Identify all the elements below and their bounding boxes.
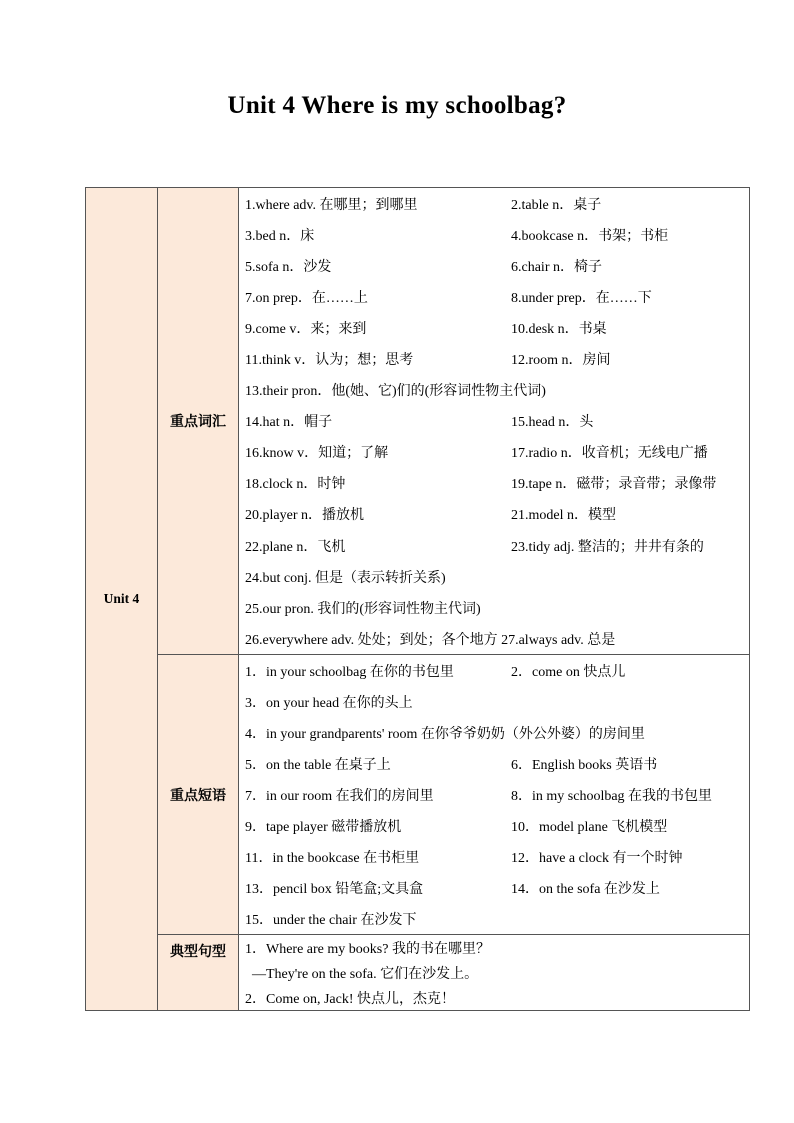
- vocab-section-row: [86, 188, 750, 655]
- vocab-entry: 5.sofa n．沙发: [245, 259, 332, 275]
- phrase-entry: 11．in the bookcase 在书柜里: [245, 850, 420, 866]
- phrase-entry: 14．on the sofa 在沙发上: [511, 881, 660, 897]
- phrase-row: [239, 686, 749, 717]
- phrase-row: [239, 748, 749, 779]
- vocab-row: [239, 219, 749, 250]
- vocab-entry: 1.where adv. 在哪里；到哪里: [245, 197, 418, 213]
- vocab-row: [239, 530, 749, 561]
- vocab-entry: 20.player n．播放机: [245, 508, 364, 524]
- page-title: Unit 4 Where is my schoolbag?: [227, 92, 567, 119]
- vocab-list: [239, 188, 749, 654]
- vocab-entry: 22.plane n．飞机: [245, 539, 346, 555]
- vocab-entry: 24.but conj. 但是（表示转折关系): [245, 570, 446, 586]
- vocab-row: [239, 592, 749, 623]
- vocab-entry: 17.radio n．收音机；无线电广播: [511, 446, 708, 462]
- vocab-row: [239, 468, 749, 499]
- vocab-entry: 2.table n．桌子: [511, 197, 602, 213]
- sentence-line: —They're on the sofa. 它们在沙发上。: [245, 966, 479, 982]
- phrases-content-cell: [239, 655, 750, 935]
- vocab-row: [239, 623, 749, 654]
- sentences-section-row: [86, 935, 750, 1011]
- unit-cell: Unit 4: [86, 188, 158, 1011]
- vocab-entry: 11.think v．认为；想；思考: [245, 353, 414, 369]
- vocab-entry: 3.bed n．床: [245, 228, 315, 244]
- vocab-row: [239, 343, 749, 374]
- vocab-row: [239, 281, 749, 312]
- vocab-row: [239, 188, 749, 219]
- phrase-row: [239, 810, 749, 841]
- vocab-category-cell: 重点词汇: [158, 188, 239, 655]
- vocab-row: [239, 250, 749, 281]
- sentence-list: [239, 935, 749, 1010]
- phrase-row: [239, 655, 749, 686]
- vocab-entry: 16.know v．知道；了解: [245, 446, 389, 462]
- vocab-entry: 6.chair n．椅子: [511, 259, 602, 275]
- phrase-entry: 3．on your head 在你的头上: [245, 695, 413, 711]
- phrase-row: [239, 841, 749, 872]
- phrase-entry: 5．on the table 在桌子上: [245, 757, 391, 773]
- vocab-entry: 26.everywhere adv. 处处；到处；各个地方 27.always adv. 总是: [245, 632, 616, 648]
- vocab-content-cell: [239, 188, 750, 655]
- vocab-entry: 14.hat n．帽子: [245, 415, 333, 431]
- sentence-line: 2．Come on, Jack! 快点儿，杰克！: [245, 991, 455, 1007]
- phrase-entry: 7．in our room 在我们的房间里: [245, 788, 434, 804]
- vocab-row: [239, 437, 749, 468]
- vocab-entry: 15.head n．头: [511, 415, 594, 431]
- vocab-entry: 7.on prep．在……上: [245, 290, 368, 306]
- vocab-entry: 9.come v．来；来到: [245, 321, 367, 337]
- vocab-row: [239, 312, 749, 343]
- sentences-content-cell: [239, 935, 750, 1011]
- sentences-category-cell: 典型句型: [158, 935, 239, 1011]
- phrase-entry: 6．English books 英语书: [511, 757, 658, 773]
- phrase-list: [239, 655, 749, 934]
- phrase-row: [239, 872, 749, 903]
- vocab-entry: 4.bookcase n．书架；书柜: [511, 228, 669, 244]
- vocab-row: [239, 499, 749, 530]
- vocab-entry: 25.our pron. 我们的(形容词性物主代词): [245, 601, 481, 617]
- vocab-entry: 12.room n．房间: [511, 353, 611, 369]
- phrase-entry: 2．come on 快点儿: [511, 664, 626, 680]
- vocab-row: [239, 561, 749, 592]
- phrase-entry: 15．under the chair 在沙发下: [245, 912, 417, 928]
- vocab-row: [239, 406, 749, 437]
- phrase-row: [239, 779, 749, 810]
- vocab-entry: 13.their pron．他(她、它)们的(形容词性物主代词): [245, 384, 546, 400]
- phrase-entry: 8．in my schoolbag 在我的书包里: [511, 788, 713, 804]
- phrase-entry: 10．model plane 飞机模型: [511, 819, 668, 835]
- phrase-row: [239, 903, 749, 934]
- phrase-entry: 1．in your schoolbag 在你的书包里: [245, 664, 454, 680]
- phrase-entry: 12．have a clock 有一个时钟: [511, 850, 683, 866]
- vocab-entry: 21.model n．模型: [511, 508, 616, 524]
- summary-table: [85, 187, 750, 1011]
- phrase-row: [239, 717, 749, 748]
- phrase-entry: 4．in your grandparents' room 在你爷爷奶奶（外公外婆）的房间里: [245, 726, 645, 742]
- vocab-entry: 8.under prep．在……下: [511, 290, 652, 306]
- vocab-entry: 18.clock n．时钟: [245, 477, 346, 493]
- phrases-section-row: [86, 655, 750, 935]
- phrases-category-cell: 重点短语: [158, 655, 239, 935]
- phrase-entry: 9．tape player 磁带播放机: [245, 819, 402, 835]
- vocab-entry: 10.desk n．书桌: [511, 321, 607, 337]
- phrase-entry: 13．pencil box 铅笔盒;文具盒: [245, 881, 424, 897]
- vocab-entry: 23.tidy adj. 整洁的；井井有条的: [511, 539, 704, 555]
- vocab-row: [239, 375, 749, 406]
- vocab-entry: 19.tape n．磁带；录音带；录像带: [511, 477, 717, 493]
- sentence-line: 1．Where are my books? 我的书在哪里？: [245, 941, 490, 957]
